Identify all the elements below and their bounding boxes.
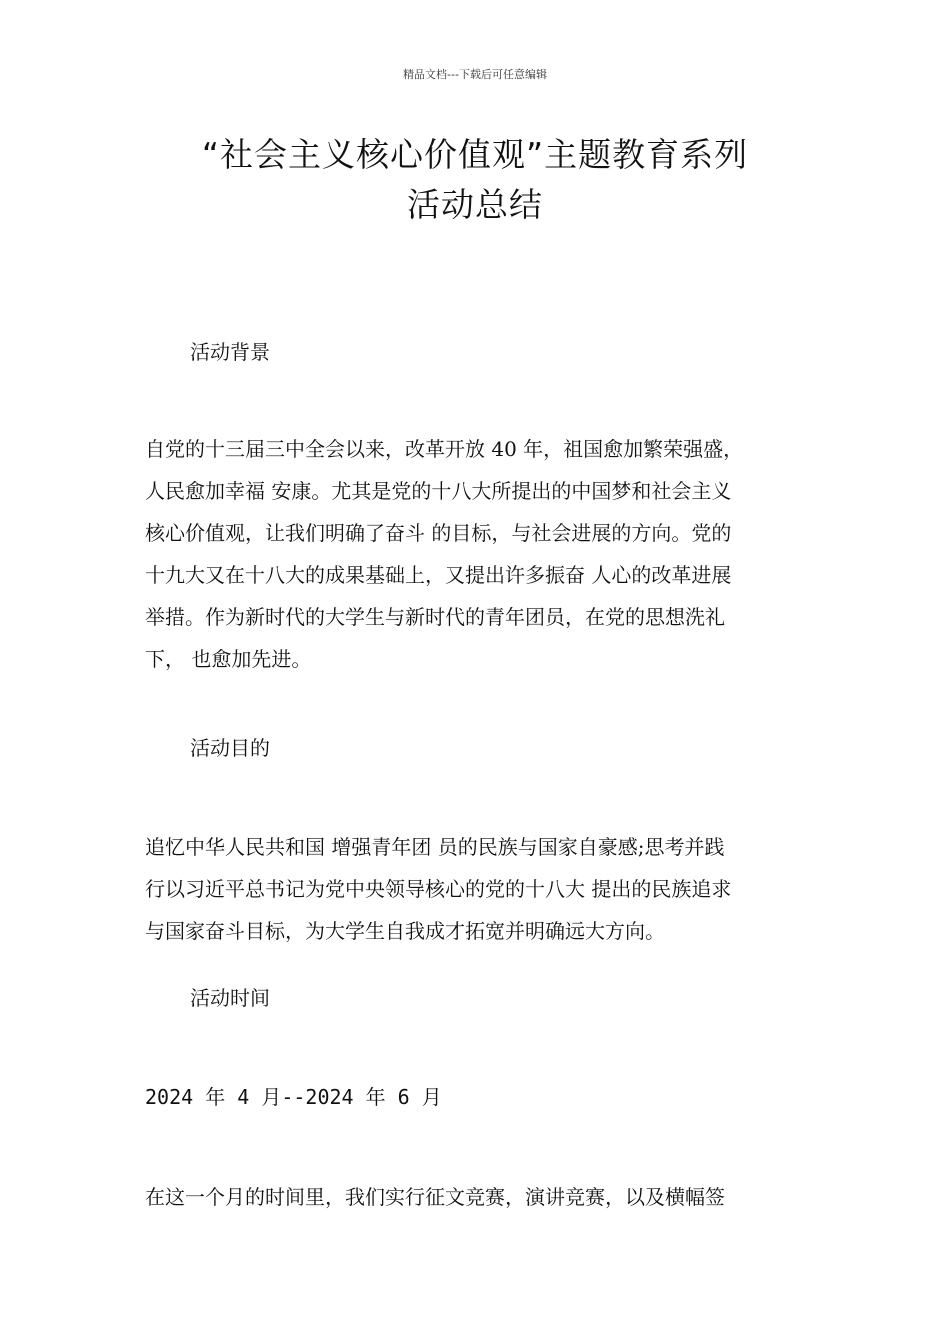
heading-background: 活动背景: [190, 340, 270, 364]
paragraph-line: 行以习近平总书记为党中央领导核心的党的十八大 提出的民族追求: [145, 877, 732, 901]
paragraph-line: 十九大又在十八大的成果基础上，又提出许多振奋 人心的改革进展: [145, 563, 732, 587]
title-line-1: “社会主义核心价值观”主题教育系列: [201, 135, 749, 174]
time-value: [145, 1076, 815, 1118]
paragraph-line: 追忆中华人民共和国 增强青年团 员的民族与国家自豪感;思考并践: [145, 835, 725, 859]
title-line-2: 活动总结: [407, 185, 543, 224]
paragraph-line: 与国家奋斗目标，为大学生自我成才拓宽并明确远大方向。: [145, 919, 665, 943]
paragraph-line: 下， 也愈加先进。: [145, 647, 312, 671]
paragraph-line: 自党的十三届三中全会以来，改革开放 40 年，祖国愈加繁荣强盛，: [145, 437, 744, 461]
document-title: [120, 130, 830, 230]
paragraph-line: 举措。作为新时代的大学生与新时代的青年团员，在党的思想洗礼: [145, 605, 725, 629]
paragraph-background: [145, 428, 815, 680]
paragraph-purpose: [145, 826, 815, 952]
paragraph-line: 核心价值观，让我们明确了奋斗 的目标，与社会进展的方向。党的: [145, 521, 732, 545]
time-text: 2024 年 4 月--2024 年 6 月: [145, 1085, 442, 1109]
paragraph-line: 人民愈加幸福 安康。尤其是党的十八大所提出的中国梦和社会主义: [145, 479, 732, 503]
heading-time: 活动时间: [190, 986, 270, 1010]
paragraph-summary: [145, 1176, 815, 1218]
paragraph-line: 在这一个月的时间里，我们实行征文竞赛，演讲竞赛，以及横幅签: [145, 1185, 725, 1209]
heading-purpose: 活动目的: [190, 736, 270, 760]
header-note: 精品文档---下载后可任意编辑: [403, 68, 547, 81]
